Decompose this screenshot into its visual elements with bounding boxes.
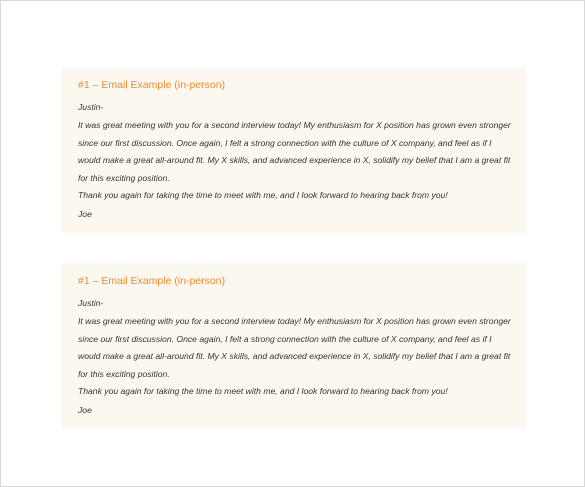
email-signature: Joe [78, 405, 92, 416]
email-body: It was great meeting with you for a second interview today! My enthusiasm for X position has grown even stronger since our first discussion. Once again, I felt a strong connection with the culture of X company, and feel as if I would make a great all-around fit. My X skills, and advanced experience in X, solidify my belief that I am a great fit for this exciting position. [78, 120, 511, 183]
email-thanks: Thank you again for taking the time to meet with me, and I look forward to hearing back from you! [78, 190, 448, 201]
email-signature: Joe [78, 209, 92, 220]
email-body: It was great meeting with you for a second interview today! My enthusiasm for X position has grown even stronger since our first discussion. Once again, I felt a strong connection with the culture of X company, and feel as if I would make a great all-around fit. My X skills, and advanced experience in X, solidify my belief that I am a great fit for this exciting position. [78, 316, 511, 379]
email-greeting: Justin- [78, 102, 104, 112]
card-title: #1 – Email Example (in-person) [78, 275, 226, 287]
card-title: #1 – Email Example (in-person) [78, 79, 226, 91]
email-thanks: Thank you again for taking the time to meet with me, and I look forward to hearing back from you! [78, 386, 448, 397]
email-greeting: Justin- [78, 298, 104, 308]
email-example-card [61, 67, 526, 233]
email-example-card [61, 263, 526, 429]
